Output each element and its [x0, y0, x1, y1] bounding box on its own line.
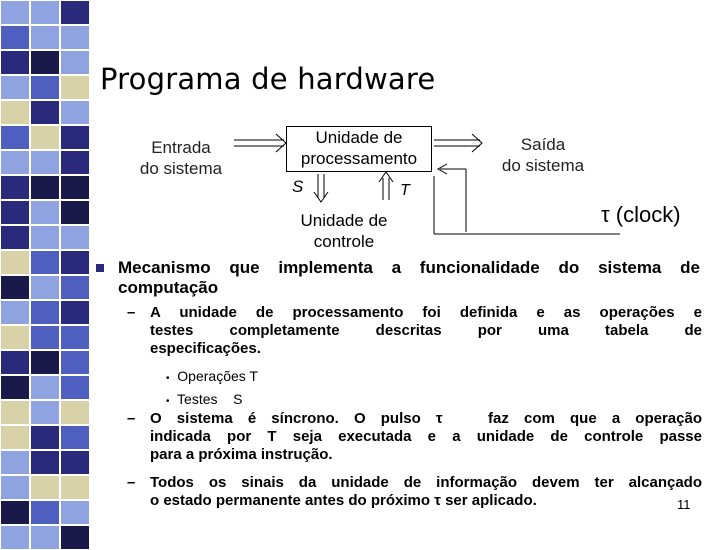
sub-2-line-3: para a próxima instrução.	[150, 446, 333, 463]
t-label: T	[400, 182, 410, 199]
saida-line-1: Saída	[520, 135, 566, 154]
sub-3-text	[150, 474, 702, 510]
sub-1-line-2: testes completamente descritas por uma tabela de	[150, 322, 702, 339]
sub-2-line-1: O sistema é síncrono. O pulso τ faz com que a operação	[150, 410, 702, 427]
proc-line-2: processamento	[300, 149, 418, 168]
feedback-line	[438, 164, 466, 232]
input-arrow	[234, 134, 286, 152]
item-testes: • Testes S	[166, 391, 243, 407]
s-label: S	[292, 177, 304, 196]
dash-marker: –	[127, 304, 136, 321]
saida-line-2: do sistema	[501, 156, 585, 175]
sub-1-line-3: especificações.	[150, 340, 261, 357]
sub-2-line-2: indicada por T seja executada e a unidade de controle passe	[150, 428, 702, 445]
controle-line-1: Unidade de	[300, 211, 388, 230]
clock-label: τ (clock)	[601, 202, 681, 227]
sub-1-line-1: A unidade de processamento foi definida e as operações e	[150, 304, 702, 321]
item-operacoes: • Operações T	[166, 368, 258, 384]
dash-marker: –	[127, 410, 136, 427]
entrada-line-1: Entrada	[151, 138, 211, 157]
sub-3-line-2: o estado permanente antes do próximo τ ser aplicado.	[150, 492, 537, 509]
dash-marker: –	[127, 474, 136, 491]
bullet-square	[96, 264, 104, 272]
item-operacoes-text: Operações T	[177, 368, 258, 384]
entrada-line-2: do sistema	[139, 159, 223, 178]
clock-line	[434, 176, 620, 234]
sub-3-line-1: Todos os sinais da unidade de informação devem ter alcançado	[150, 474, 702, 491]
bullet-1-text	[118, 258, 700, 298]
output-arrow	[434, 134, 482, 152]
controle-line-2: controle	[313, 232, 375, 251]
sub-1-items	[166, 366, 258, 412]
bullet-1-line-2: computação	[118, 278, 219, 297]
proc-line-1: Unidade de	[315, 128, 403, 147]
t-arrow	[379, 172, 393, 200]
slide-title: Programa de hardware	[100, 62, 436, 96]
sub-1-text	[150, 304, 702, 358]
s-arrow	[314, 174, 328, 202]
sub-2-text	[150, 410, 702, 464]
page-number: 11	[677, 497, 691, 512]
item-testes-text: Testes S	[177, 391, 243, 407]
bullet-1-line-1: Mecanismo que implementa a funcionalidade do sistema de	[118, 258, 700, 277]
